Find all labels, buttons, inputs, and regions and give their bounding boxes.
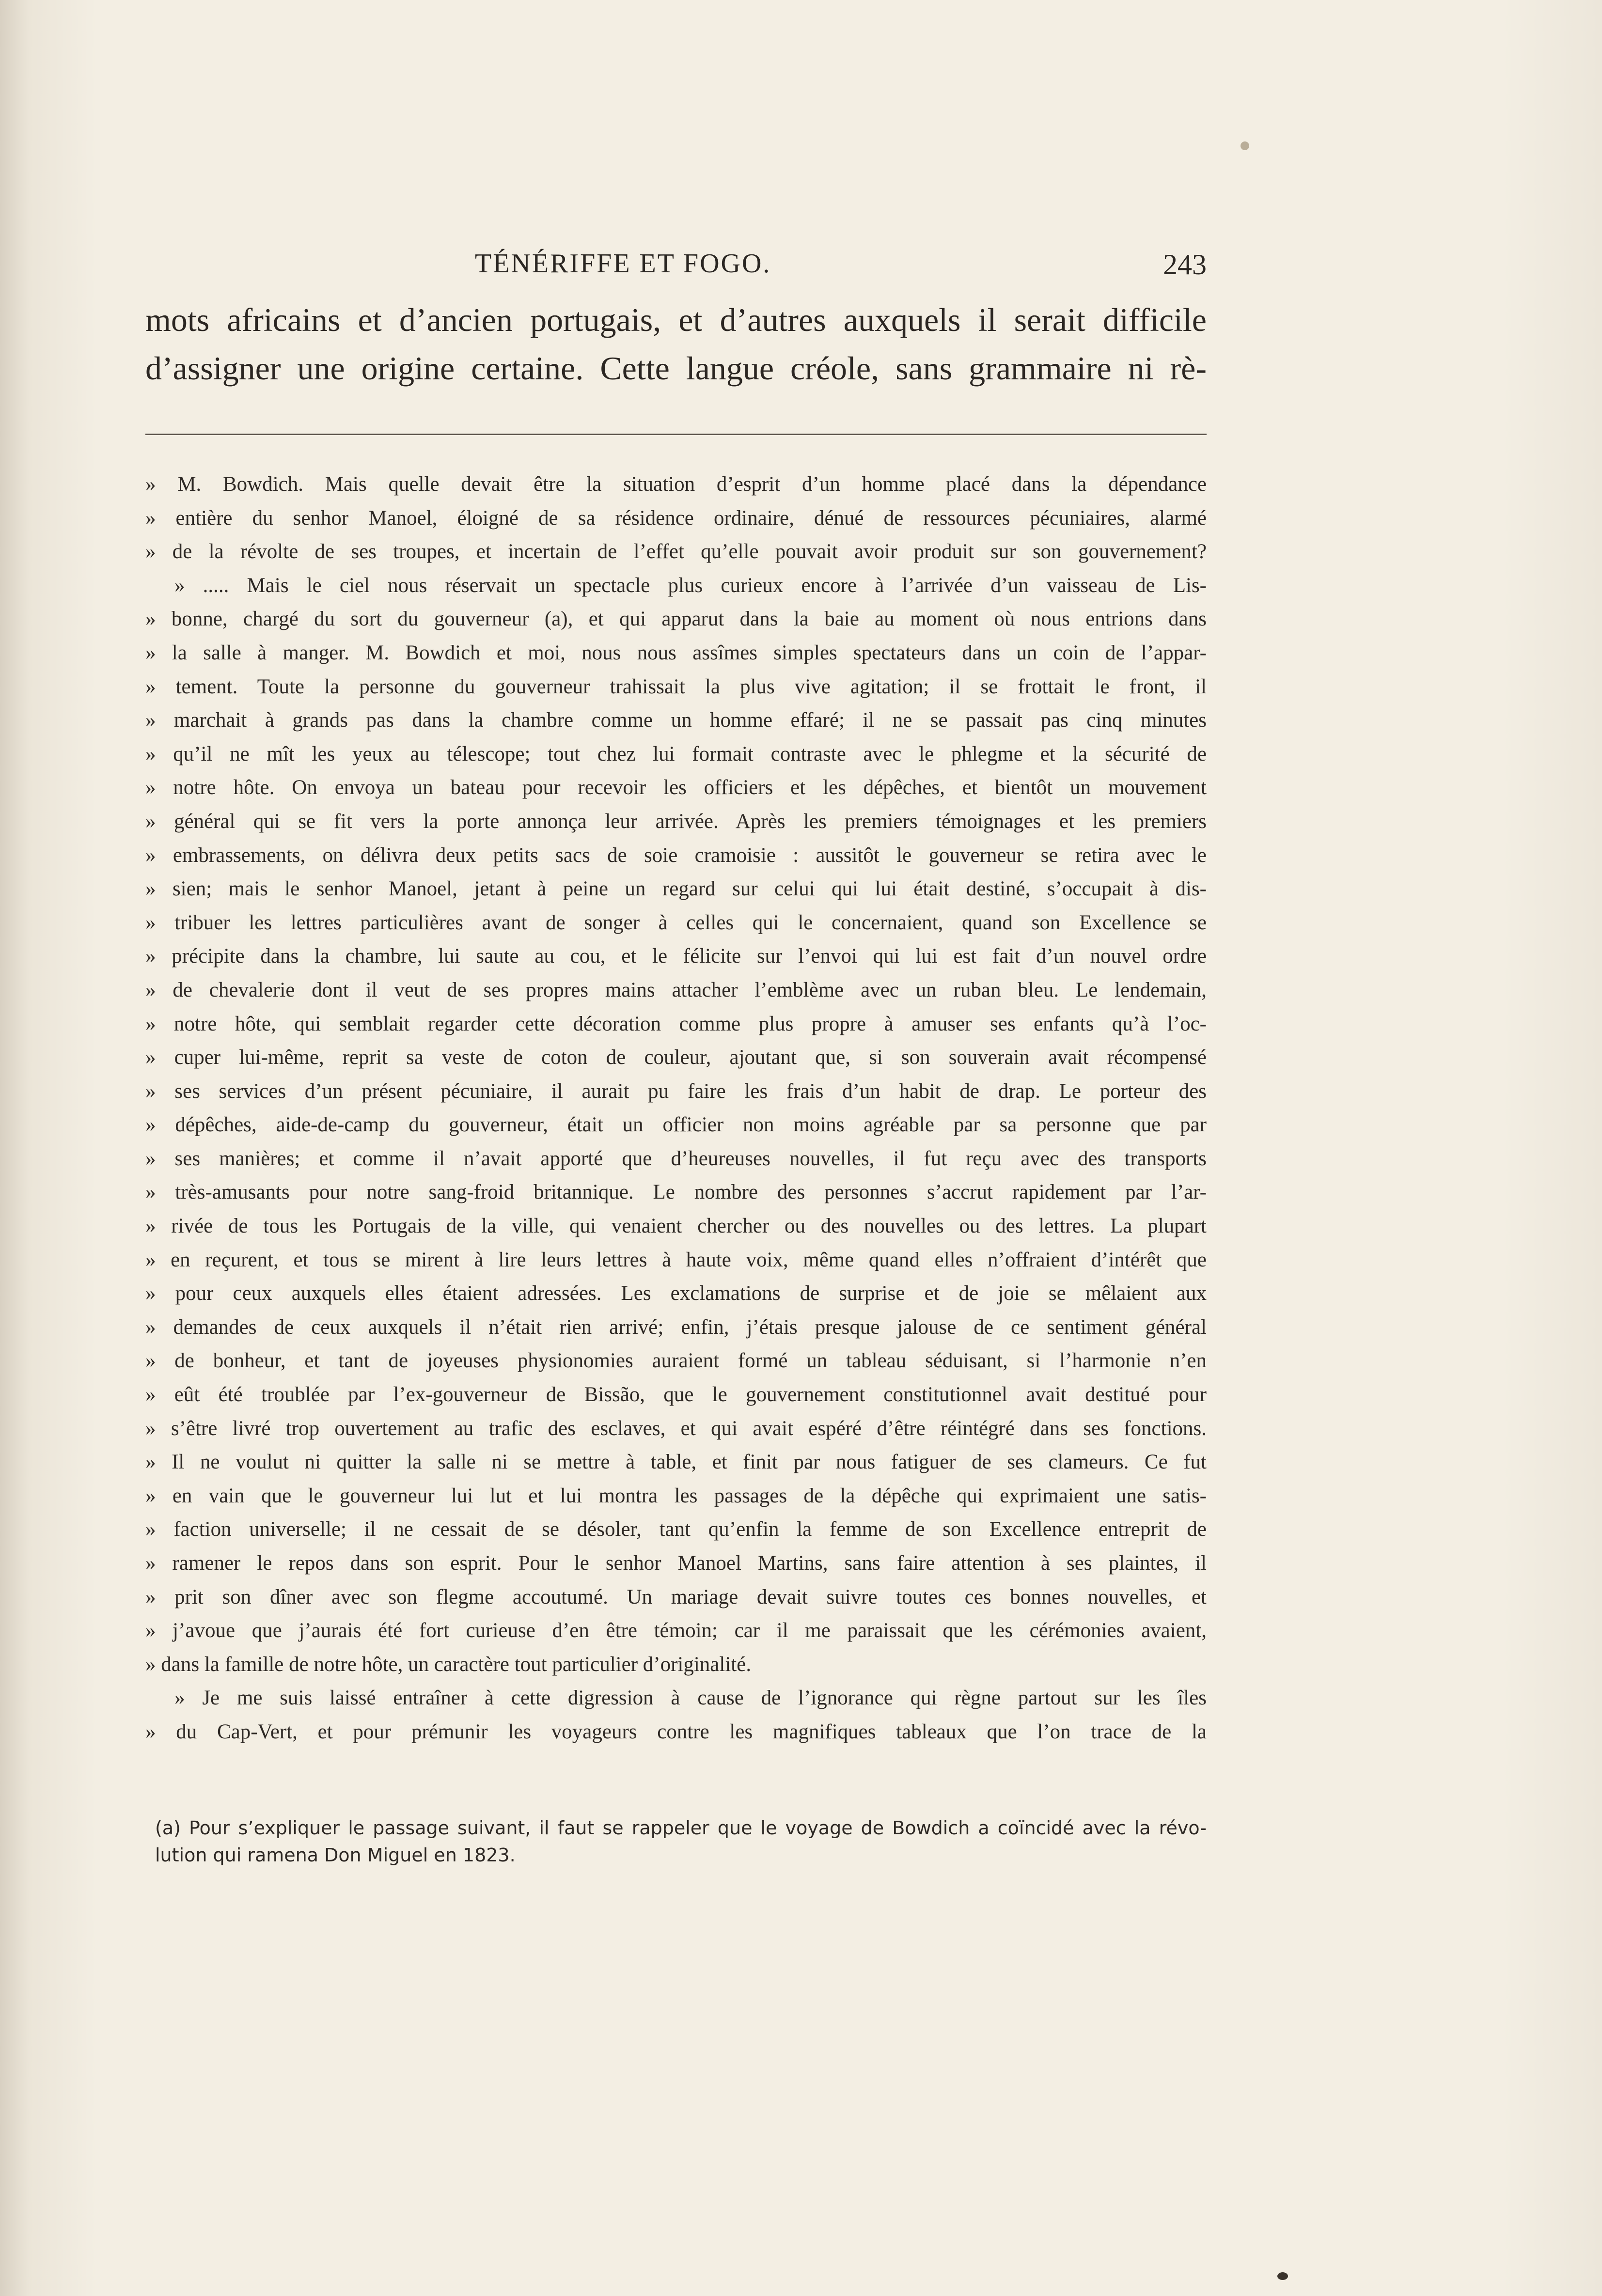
quote-line: » Il ne voulut ni quitter la salle ni se mettre à table, et finit par nous fatiguer de ses clameurs. Ce fut — [145, 1451, 1207, 1474]
quote-line: » en vain que le gouverneur lui lut et lui montra les passages de la dépêche qui exprimaient une satis- — [145, 1484, 1207, 1507]
quote-line: » la salle à manger. M. Bowdich et moi, nous nous assîmes simples spectateurs dans un coin de l’appar- — [145, 641, 1207, 664]
quote-line: » demandes de ceux auxquels il n’était rien arrivé; enfin, j’étais presque jalouse de ce sentiment général — [145, 1315, 1207, 1339]
quote-line: » pour ceux auxquels elles étaient adressées. Les exclamations de surprise et de joie se mêlaient aux — [145, 1282, 1207, 1305]
main-text-line: d’assigner une origine certaine. Cette langue créole, sans grammaire ni rè- — [145, 350, 1207, 387]
quote-line: » faction universelle; il ne cessait de se désoler, tant qu’enfin la femme de son Excellence entreprit de — [145, 1518, 1207, 1541]
quote-line: » prit son dîner avec son flegme accoutumé. Un mariage devait suivre toutes ces bonnes nouvelles, et — [145, 1585, 1207, 1609]
footnote — [155, 1814, 1207, 1869]
footnote-line: lution qui ramena Don Miguel en 1823. — [155, 1844, 516, 1866]
quote-line: » ramener le repos dans son esprit. Pour le senhor Manoel Martins, sans faire attention à ses plaintes, il — [145, 1552, 1207, 1575]
quote-line: » du Cap-Vert, et pour prémunir les voyageurs contre les magnifiques tableaux que l’on trace de la — [145, 1720, 1207, 1743]
quote-line: » sien; mais le senhor Manoel, jetant à peine un regard sur celui qui lui était destiné, s’occupait à dis- — [145, 877, 1207, 901]
quote-line: » rivée de tous les Portugais de la ville, qui venaient chercher ou des nouvelles ou des lettres. La plupart — [145, 1215, 1207, 1238]
quote-line: » eût été troublée par l’ex-gouverneur de Bissão, que le gouvernement constitutionnel avait destitué pour — [145, 1383, 1207, 1406]
main-text — [145, 296, 1207, 392]
ink-spot — [1277, 2272, 1288, 2280]
quote-line: » de la révolte de ses troupes, et incertain de l’effet qu’elle pouvait avoir produit sur son gouvernement? — [145, 540, 1207, 563]
quote-line: » ses manières; et comme il n’avait apporté que d’heureuses nouvelles, il fut reçu avec des transports — [145, 1147, 1207, 1170]
quote-line: » notre hôte, qui semblait regarder cette décoration comme plus propre à amuser ses enfants qu’à l’oc- — [145, 1012, 1207, 1035]
quote-line: » M. Bowdich. Mais quelle devait être la situation d’esprit d’un homme placé dans la dépendance — [145, 473, 1207, 496]
quote-line: » qu’il ne mît les yeux au télescope; tout chez lui formait contraste avec le phlegme et la sécurité de — [145, 742, 1207, 765]
quote-line: » s’être livré trop ouvertement au trafic des esclaves, et qui avait espéré d’être réintégré dans ses fonctions. — [145, 1417, 1207, 1440]
running-title: TÉNÉRIFFE ET FOGO. — [475, 249, 771, 279]
ink-spot — [1241, 141, 1249, 150]
quote-line: » très-amusants pour notre sang-froid britannique. Le nombre des personnes s’accrut rapidement par l’ar- — [145, 1181, 1207, 1204]
separator-rule — [145, 434, 1207, 435]
quote-line: » marchait à grands pas dans la chambre comme un homme effaré; il ne se passait pas cinq minutes — [145, 709, 1207, 732]
quote-line: » ..... Mais le ciel nous réservait un spectacle plus curieux encore à l’arrivée d’un vaisseau de Lis- — [174, 574, 1207, 597]
quote-line: » général qui se fit vers la porte annonça leur arrivée. Après les premiers témoignages et les premiers — [145, 810, 1207, 833]
quote-line: » en reçurent, et tous se mirent à lire leurs lettres à haute voix, même quand elles n’offraient d’intérêt que — [145, 1248, 1207, 1271]
quote-line: » Je me suis laissé entraîner à cette digression à cause de l’ignorance qui règne partout sur les îles — [174, 1687, 1207, 1710]
quote-line: » de chevalerie dont il veut de ses propres mains attacher l’emblème avec un ruban bleu. Le lendemain, — [145, 978, 1207, 1001]
running-header — [145, 242, 1207, 286]
quote-line: » tribuer les lettres particulières avant de songer à celles qui le concernaient, quand son Excellence se — [145, 911, 1207, 934]
quote-line: » cuper lui-même, reprit sa veste de coton de couleur, ajoutant que, si son souverain avait récompensé — [145, 1046, 1207, 1069]
quote-line: » bonne, chargé du sort du gouverneur (a), et qui apparut dans la baie au moment où nous entrions dans — [145, 608, 1207, 631]
quote-line: » précipite dans la chambre, lui saute au cou, et le félicite sur l’envoi qui lui est fait d’un nouvel ordre — [145, 945, 1207, 968]
quote-line: » notre hôte. On envoya un bateau pour recevoir les officiers et les dépêches, et bientôt un mouvement — [145, 776, 1207, 799]
quote-line: » dépêches, aide-de-camp du gouverneur, était un officier non moins agréable par sa personne que par — [145, 1113, 1207, 1137]
quote-line: » tement. Toute la personne du gouverneur trahissait la plus vive agitation; il se frottait le front, il — [145, 675, 1207, 698]
quote-line: » j’avoue que j’aurais été fort curieuse d’en être témoin; car il me paraissait que les cérémonies avaient, — [145, 1619, 1207, 1642]
page-number: 243 — [1163, 249, 1207, 281]
quoted-passage — [145, 468, 1207, 1749]
quote-line: » entière du senhor Manoel, éloigné de sa résidence ordinaire, dénué de ressources pécuniaires, alarmé — [145, 506, 1207, 530]
quote-line: » embrassements, on délivra deux petits sacs de soie cramoisie : aussitôt le gouverneur se retira avec le — [145, 843, 1207, 867]
quote-line: » de bonheur, et tant de joyeuses physionomies auraient formé un tableau séduisant, si l’harmonie n’en — [145, 1349, 1207, 1373]
footnote-line: (a) Pour s’expliquer le passage suivant, il faut se rappeler que le voyage de Bowdich a coïncidé avec la révo- — [155, 1817, 1207, 1839]
main-text-line: mots africains et d’ancien portugais, et d’autres auxquels il serait difficile — [145, 301, 1207, 338]
quote-line: » ses services d’un présent pécuniaire, il aurait pu faire les frais d’un habit de drap. Le porteur des — [145, 1079, 1207, 1103]
quote-line: » dans la famille de notre hôte, un caractère tout particulier d’originalité. — [145, 1653, 752, 1676]
